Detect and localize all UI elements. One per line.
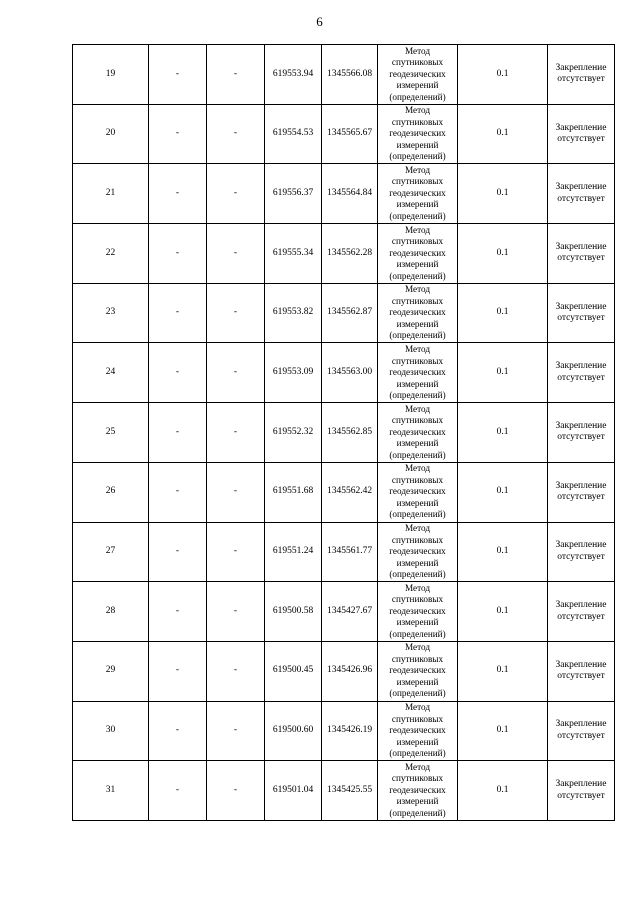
fixation-cell [548, 761, 615, 821]
x-coordinate-cell: 619500.58 [265, 582, 322, 642]
method-line: спутниковых [391, 534, 444, 545]
accuracy-cell: 0.1 [458, 641, 548, 701]
table-row [73, 283, 615, 343]
method-line: (определений) [389, 449, 446, 460]
old-x-cell: - [149, 45, 207, 105]
method-cell [378, 641, 458, 701]
accuracy-cell: 0.1 [458, 462, 548, 522]
fixation-cell [548, 522, 615, 582]
y-coordinate-cell: 1345565.67 [322, 104, 378, 164]
old-x-cell: - [149, 462, 207, 522]
method-line: спутниковых [391, 236, 444, 247]
method-line: измерений [396, 557, 439, 568]
y-coordinate-cell: 1345427.67 [322, 582, 378, 642]
method-line: (определений) [389, 151, 446, 162]
old-x-cell: - [149, 761, 207, 821]
point-number-cell: 29 [73, 641, 149, 701]
fixation-cell [548, 283, 615, 343]
old-x-cell: - [149, 522, 207, 582]
table-row [73, 224, 615, 284]
old-y-cell: - [207, 641, 265, 701]
fixation-line: отсутствует [557, 611, 605, 622]
x-coordinate-cell: 619551.68 [265, 462, 322, 522]
fixation-line: отсутствует [557, 372, 605, 383]
method-line: геодезических [389, 68, 446, 79]
x-coordinate-cell: 619555.34 [265, 224, 322, 284]
fixation-line: отсутствует [557, 134, 605, 145]
old-x-cell: - [149, 283, 207, 343]
fixation-cell [548, 104, 615, 164]
method-line: геодезических [389, 367, 446, 378]
fixation-cell [548, 701, 615, 761]
method-line: (определений) [389, 569, 446, 580]
fixation-cell [548, 462, 615, 522]
accuracy-cell: 0.1 [458, 224, 548, 284]
table-row [73, 641, 615, 701]
fixation-line: Закрепление [555, 420, 607, 431]
point-number-cell: 23 [73, 283, 149, 343]
y-coordinate-cell: 1345564.84 [322, 164, 378, 224]
method-line: Метод [404, 403, 431, 414]
x-coordinate-cell: 619553.09 [265, 343, 322, 403]
method-line: спутниковых [391, 474, 444, 485]
y-coordinate-cell: 1345426.96 [322, 641, 378, 701]
point-number-cell: 20 [73, 104, 149, 164]
table-row [73, 582, 615, 642]
method-line: геодезических [389, 546, 446, 557]
x-coordinate-cell: 619551.24 [265, 522, 322, 582]
old-y-cell: - [207, 343, 265, 403]
fixation-line: Закрепление [555, 779, 607, 790]
method-line: Метод [404, 702, 431, 713]
method-line: геодезических [389, 605, 446, 616]
method-line: геодезических [389, 784, 446, 795]
point-number-cell: 21 [73, 164, 149, 224]
method-line: Метод [404, 761, 431, 772]
table-row [73, 45, 615, 105]
method-line: измерений [396, 199, 439, 210]
method-line: (определений) [389, 390, 446, 401]
method-line: Метод [404, 105, 431, 116]
method-line: геодезических [389, 725, 446, 736]
y-coordinate-cell: 1345561.77 [322, 522, 378, 582]
fixation-line: отсутствует [557, 492, 605, 503]
method-line: (определений) [389, 807, 446, 818]
method-line: спутниковых [391, 176, 444, 187]
old-x-cell: - [149, 701, 207, 761]
point-number-cell: 30 [73, 701, 149, 761]
table-row [73, 761, 615, 821]
method-line: Метод [404, 45, 431, 56]
method-line: геодезических [389, 665, 446, 676]
table-row [73, 403, 615, 463]
table-body [73, 45, 615, 821]
y-coordinate-cell: 1345562.42 [322, 462, 378, 522]
x-coordinate-cell: 619501.04 [265, 761, 322, 821]
table-row [73, 164, 615, 224]
fixation-cell [548, 343, 615, 403]
method-line: спутниковых [391, 295, 444, 306]
method-cell [378, 164, 458, 224]
method-line: геодезических [389, 486, 446, 497]
old-x-cell: - [149, 224, 207, 284]
fixation-line: Закрепление [555, 361, 607, 372]
point-number-cell: 31 [73, 761, 149, 821]
page-number: 6 [316, 14, 323, 29]
fixation-cell [548, 164, 615, 224]
old-x-cell: - [149, 343, 207, 403]
method-cell [378, 45, 458, 105]
fixation-line: отсутствует [557, 551, 605, 562]
old-x-cell: - [149, 641, 207, 701]
old-y-cell: - [207, 104, 265, 164]
method-line: Метод [404, 642, 431, 653]
old-y-cell: - [207, 522, 265, 582]
method-line: спутниковых [391, 57, 444, 68]
method-line: Метод [404, 523, 431, 534]
fixation-line: Закрепление [555, 540, 607, 551]
accuracy-cell: 0.1 [458, 45, 548, 105]
method-line: Метод [404, 582, 431, 593]
method-line: измерений [396, 497, 439, 508]
fixation-line: Закрепление [555, 659, 607, 670]
x-coordinate-cell: 619554.53 [265, 104, 322, 164]
method-line: геодезических [389, 247, 446, 258]
method-cell [378, 761, 458, 821]
old-x-cell: - [149, 104, 207, 164]
method-line: (определений) [389, 330, 446, 341]
accuracy-cell: 0.1 [458, 164, 548, 224]
method-cell [378, 522, 458, 582]
fixation-line: Закрепление [555, 241, 607, 252]
old-y-cell: - [207, 45, 265, 105]
method-cell [378, 343, 458, 403]
fixation-cell [548, 641, 615, 701]
method-line: Метод [404, 164, 431, 175]
method-line: Метод [404, 463, 431, 474]
method-line: геодезических [389, 128, 446, 139]
table-row [73, 701, 615, 761]
method-line: спутниковых [391, 653, 444, 664]
fixation-cell [548, 582, 615, 642]
fixation-line: отсутствует [557, 253, 605, 264]
old-y-cell: - [207, 403, 265, 463]
method-line: спутниковых [391, 594, 444, 605]
method-line: измерений [396, 139, 439, 150]
method-line: измерений [396, 617, 439, 628]
method-cell [378, 701, 458, 761]
method-line: Метод [404, 284, 431, 295]
fixation-line: отсутствует [557, 730, 605, 741]
method-line: измерений [396, 736, 439, 747]
old-x-cell: - [149, 403, 207, 463]
old-y-cell: - [207, 224, 265, 284]
point-number-cell: 19 [73, 45, 149, 105]
old-y-cell: - [207, 164, 265, 224]
accuracy-cell: 0.1 [458, 283, 548, 343]
method-line: измерений [396, 438, 439, 449]
fixation-line: Закрепление [555, 480, 607, 491]
old-y-cell: - [207, 701, 265, 761]
method-cell [378, 582, 458, 642]
accuracy-cell: 0.1 [458, 761, 548, 821]
method-line: спутниковых [391, 355, 444, 366]
method-line: (определений) [389, 688, 446, 699]
method-line: измерений [396, 378, 439, 389]
y-coordinate-cell: 1345426.19 [322, 701, 378, 761]
method-line: спутниковых [391, 773, 444, 784]
fixation-line: Закрепление [555, 600, 607, 611]
x-coordinate-cell: 619500.60 [265, 701, 322, 761]
y-coordinate-cell: 1345562.28 [322, 224, 378, 284]
fixation-line: Закрепление [555, 182, 607, 193]
method-line: геодезических [389, 187, 446, 198]
fixation-line: отсутствует [557, 74, 605, 85]
old-y-cell: - [207, 582, 265, 642]
point-number-cell: 24 [73, 343, 149, 403]
table-row [73, 462, 615, 522]
method-line: (определений) [389, 509, 446, 520]
fixation-line: Закрепление [555, 122, 607, 133]
point-number-cell: 28 [73, 582, 149, 642]
method-line: (определений) [389, 748, 446, 759]
fixation-line: отсутствует [557, 790, 605, 801]
old-y-cell: - [207, 283, 265, 343]
point-number-cell: 22 [73, 224, 149, 284]
old-x-cell: - [149, 164, 207, 224]
method-line: измерений [396, 80, 439, 91]
fixation-line: отсутствует [557, 313, 605, 324]
fixation-line: отсутствует [557, 193, 605, 204]
y-coordinate-cell: 1345562.87 [322, 283, 378, 343]
table-row [73, 104, 615, 164]
table-row [73, 522, 615, 582]
old-x-cell: - [149, 582, 207, 642]
method-cell [378, 224, 458, 284]
point-number-cell: 27 [73, 522, 149, 582]
method-cell [378, 462, 458, 522]
accuracy-cell: 0.1 [458, 403, 548, 463]
x-coordinate-cell: 619552.32 [265, 403, 322, 463]
fixation-line: отсутствует [557, 432, 605, 443]
method-line: Метод [404, 344, 431, 355]
method-cell [378, 403, 458, 463]
accuracy-cell: 0.1 [458, 343, 548, 403]
method-line: (определений) [389, 270, 446, 281]
method-line: (определений) [389, 91, 446, 102]
accuracy-cell: 0.1 [458, 582, 548, 642]
method-line: (определений) [389, 628, 446, 639]
method-line: измерений [396, 796, 439, 807]
old-y-cell: - [207, 761, 265, 821]
method-line: геодезических [389, 426, 446, 437]
accuracy-cell: 0.1 [458, 104, 548, 164]
method-cell [378, 283, 458, 343]
y-coordinate-cell: 1345562.85 [322, 403, 378, 463]
method-line: спутниковых [391, 116, 444, 127]
y-coordinate-cell: 1345563.00 [322, 343, 378, 403]
method-line: геодезических [389, 307, 446, 318]
method-line: спутниковых [391, 713, 444, 724]
x-coordinate-cell: 619500.45 [265, 641, 322, 701]
y-coordinate-cell: 1345425.55 [322, 761, 378, 821]
method-line: измерений [396, 318, 439, 329]
fixation-line: Закрепление [555, 301, 607, 312]
fixation-line: отсутствует [557, 671, 605, 682]
fixation-line: Закрепление [555, 62, 607, 73]
x-coordinate-cell: 619553.94 [265, 45, 322, 105]
method-line: (определений) [389, 210, 446, 221]
method-line: Метод [404, 224, 431, 235]
coordinates-table [72, 44, 615, 821]
point-number-cell: 26 [73, 462, 149, 522]
method-line: спутниковых [391, 415, 444, 426]
y-coordinate-cell: 1345566.08 [322, 45, 378, 105]
method-cell [378, 104, 458, 164]
method-line: измерений [396, 676, 439, 687]
fixation-line: Закрепление [555, 719, 607, 730]
point-number-cell: 25 [73, 403, 149, 463]
fixation-cell [548, 45, 615, 105]
x-coordinate-cell: 619553.82 [265, 283, 322, 343]
method-line: измерений [396, 259, 439, 270]
accuracy-cell: 0.1 [458, 522, 548, 582]
fixation-cell [548, 403, 615, 463]
old-y-cell: - [207, 462, 265, 522]
table-row [73, 343, 615, 403]
fixation-cell [548, 224, 615, 284]
x-coordinate-cell: 619556.37 [265, 164, 322, 224]
accuracy-cell: 0.1 [458, 701, 548, 761]
